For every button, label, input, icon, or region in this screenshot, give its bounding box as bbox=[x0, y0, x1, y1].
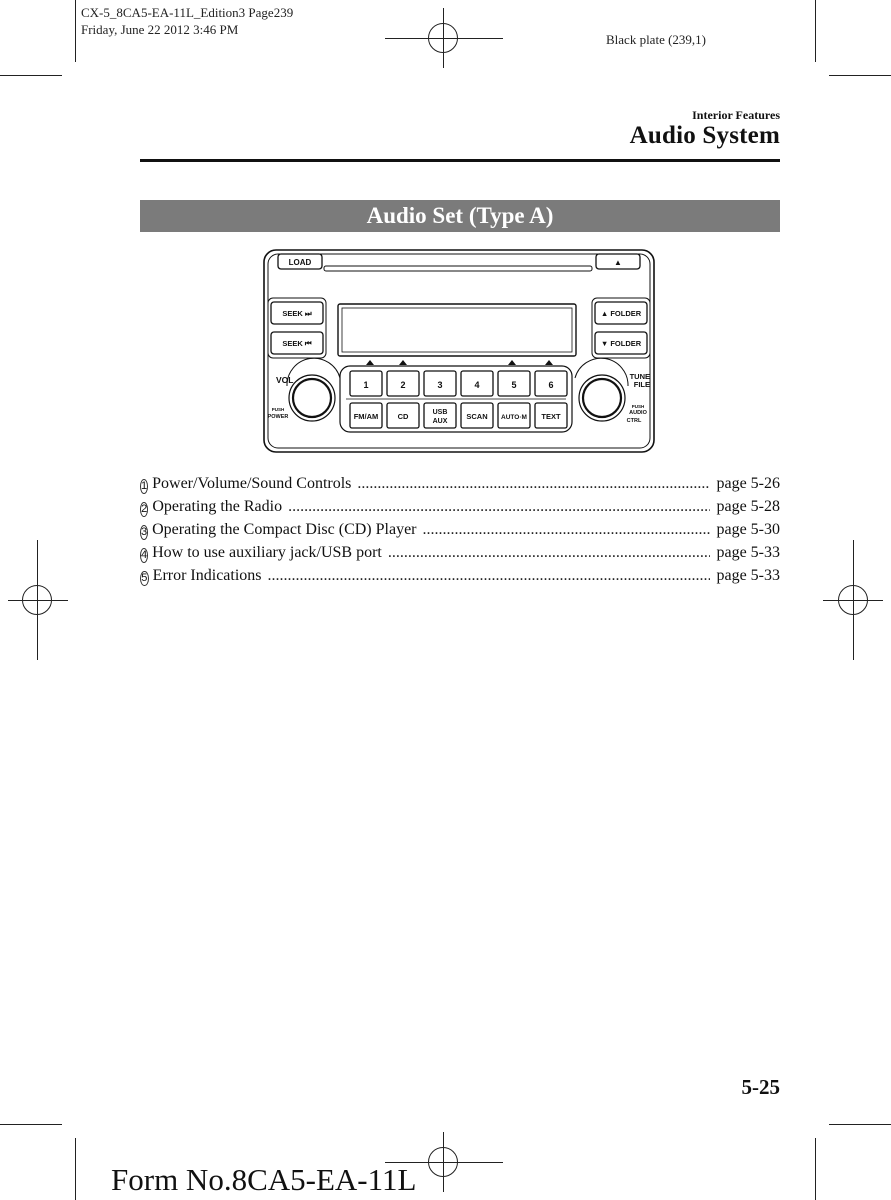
toc-item-number: 2 bbox=[141, 503, 148, 515]
crop-mark bbox=[0, 75, 62, 76]
print-slug-line2: Friday, June 22 2012 3:46 PM bbox=[81, 22, 239, 37]
preset-label: 5 bbox=[511, 380, 517, 390]
toc-leader bbox=[288, 495, 710, 518]
eject-icon: ▲ bbox=[614, 258, 622, 267]
toc-item[interactable] bbox=[140, 564, 780, 587]
toc-item-text: Error Indications bbox=[152, 567, 262, 584]
cd-label: CD bbox=[397, 412, 409, 421]
form-number: Form No.8CA5-EA-11L bbox=[111, 1162, 417, 1197]
auto-m-label: AUTO·M bbox=[501, 414, 527, 421]
text-label: TEXT bbox=[541, 412, 561, 421]
page-number: 5-25 bbox=[741, 1075, 780, 1099]
folder-up-label: ▲ FOLDER bbox=[600, 309, 642, 318]
registration-circle bbox=[838, 585, 868, 615]
preset-label: 6 bbox=[548, 380, 554, 390]
audio-unit-diagram bbox=[262, 248, 656, 454]
toc-leader bbox=[423, 518, 711, 541]
section-banner: Audio Set (Type A) bbox=[140, 200, 780, 232]
toc-item-text: Operating the Compact Disc (CD) Player bbox=[152, 521, 417, 538]
toc-item-number: 4 bbox=[141, 549, 148, 561]
power-label: POWER bbox=[267, 414, 289, 420]
toc-leader bbox=[268, 564, 711, 587]
registration-circle bbox=[428, 23, 458, 53]
fm-am-label: FM/AM bbox=[353, 412, 379, 421]
toc-item-page: page 5-30 bbox=[716, 521, 780, 538]
folder-down-label: ▼ FOLDER bbox=[600, 339, 642, 348]
volume-knob[interactable] bbox=[293, 379, 331, 417]
scan-label: SCAN bbox=[466, 412, 488, 421]
print-slug bbox=[81, 4, 293, 38]
toc-item-text: Operating the Radio bbox=[152, 498, 283, 515]
crop-mark bbox=[75, 0, 76, 62]
toc-item[interactable] bbox=[140, 472, 780, 495]
preset-label: 4 bbox=[474, 380, 480, 390]
toc-item-page: page 5-28 bbox=[716, 498, 780, 515]
crop-mark bbox=[815, 1138, 816, 1200]
toc-item-number: 1 bbox=[141, 480, 148, 492]
preset-label: 2 bbox=[400, 380, 406, 390]
seek-down-label: SEEK ⏮ bbox=[282, 339, 312, 348]
registration-circle bbox=[22, 585, 52, 615]
audio-unit-svg bbox=[262, 248, 656, 454]
plate-info: Black plate (239,1) bbox=[606, 32, 706, 47]
ctrl-label: CTRL bbox=[626, 418, 642, 424]
toc-list bbox=[140, 472, 780, 587]
load-label: LOAD bbox=[288, 258, 312, 267]
audio-label: AUDIO bbox=[629, 410, 647, 416]
push-label-right: PUSH bbox=[631, 404, 645, 409]
toc-item[interactable] bbox=[140, 495, 780, 518]
toc-item[interactable] bbox=[140, 518, 780, 541]
toc-leader bbox=[388, 541, 711, 564]
registration-circle bbox=[428, 1147, 458, 1177]
preset-label: 1 bbox=[363, 380, 369, 390]
tune-file-knob[interactable] bbox=[583, 379, 621, 417]
toc-item[interactable] bbox=[140, 541, 780, 564]
file-label: FILE bbox=[633, 380, 650, 389]
preset-label: 3 bbox=[437, 380, 443, 390]
header-rule bbox=[140, 159, 780, 162]
tune-label: TUNE bbox=[629, 372, 650, 381]
toc-item-number: 3 bbox=[141, 526, 148, 538]
toc-item-text: Power/Volume/Sound Controls bbox=[152, 475, 352, 492]
toc-item-page: page 5-26 bbox=[716, 475, 780, 492]
crop-mark bbox=[829, 75, 891, 76]
crop-mark bbox=[0, 1124, 62, 1125]
display-screen bbox=[338, 304, 576, 356]
push-label-left: PUSH bbox=[271, 407, 285, 412]
toc-leader bbox=[357, 472, 710, 495]
print-slug-line1: CX-5_8CA5-EA-11L_Edition3 Page239 bbox=[81, 5, 294, 20]
crop-mark bbox=[815, 0, 816, 62]
section-label: Interior Features bbox=[692, 108, 780, 122]
crop-mark bbox=[75, 1138, 76, 1200]
toc-item-page: page 5-33 bbox=[716, 544, 780, 561]
toc-item-text: How to use auxiliary jack/USB port bbox=[152, 544, 382, 561]
page-title: Audio System bbox=[629, 122, 780, 149]
seek-up-label: SEEK ⏭ bbox=[282, 309, 312, 318]
toc-item-number: 5 bbox=[141, 572, 148, 584]
crop-mark bbox=[829, 1124, 891, 1125]
vol-label: VOL bbox=[276, 375, 294, 385]
aux-label: AUX bbox=[432, 418, 448, 425]
toc-item-page: page 5-33 bbox=[716, 567, 780, 584]
usb-label: USB bbox=[432, 409, 448, 416]
